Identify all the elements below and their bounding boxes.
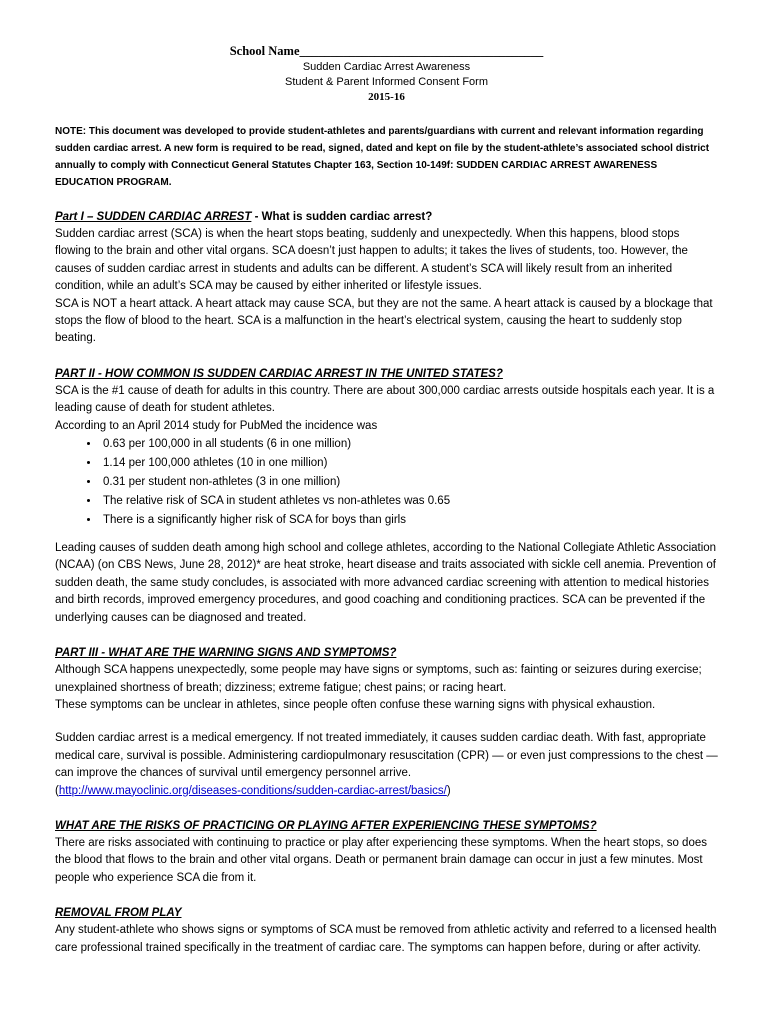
form-header <box>55 44 718 105</box>
part3-heading <box>55 645 718 662</box>
part3-paragraph-3: Sudden cardiac arrest is a medical emergency. If not treated immediately, it causes sudden cardiac death. With fast, appropriate medical care, survival is possible. Administering cardiopulmonary resuscitation (CPR) — or even just compressions to the chest — can improve the chances of survival until emergency personnel arrive. <box>55 732 718 780</box>
incidence-list <box>55 435 718 530</box>
part3-paragraph-2: These symptoms can be unclear in athletes, since people often confuse these warning signs with physical exhaustion. <box>55 698 656 711</box>
part2-paragraph-1: SCA is the #1 cause of death for adults in this country. There are about 300,000 cardiac arrests outside hospitals each year. It is a leading cause of death for student athletes. <box>55 384 715 415</box>
part3-paragraph-1: Although SCA happens unexpectedly, some people may have signs or symptoms, such as: fainting or seizures during exercise; unexplained shortness of breath; dizziness; extreme fatigue; chest pains; or racing heart. <box>55 664 702 694</box>
removal-heading-label: REMOVAL FROM PLAY <box>55 907 182 920</box>
form-title: Sudden Cardiac Arrest Awareness <box>302 61 471 73</box>
part1-paragraph-1: Sudden cardiac arrest (SCA) is when the heart stops beating, suddenly and unexpectedly. When this happens, blood stops flowing to the brain and other vital organs. SCA doesn’t just happen to adults; it takes the lives of students, too. However, the causes of sudden cardiac arrest in students and adults can be different. A student’s SCA will likely result from an inherited condition, while an adult’s SCA may be caused by either inherited or lifestyle issues. <box>55 228 688 293</box>
part1-paragraph-2: SCA is NOT a heart attack. A heart attack may cause SCA, but they are not the same. A heart attack is caused by a blockage that stops the flow of blood to the heart. SCA is a malfunction in the heart’s electrical system, causing the heart to suddenly stop beating. <box>55 297 713 345</box>
risks-paragraph: There are risks associated with continuing to practice or play after experiencing these symptoms. When the heart stops, so does the blood that flows to the brain and other vital organs. Death or permanent brain damage can occur in just a few minutes. Most people who experience SCA die from it. <box>55 836 707 884</box>
part2-paragraph-2: According to an April 2014 study for PubMed the incidence was <box>55 419 378 432</box>
part3-heading-label: PART III - WHAT ARE THE WARNING SIGNS AND SYMPTOMS? <box>55 647 397 660</box>
risks-heading-label: WHAT ARE THE RISKS OF PRACTICING OR PLAYING AFTER EXPERIENCING THESE SYMPTOMS? <box>55 819 597 832</box>
form-subtitle: Student & Parent Informed Consent Form <box>285 76 488 88</box>
removal-heading <box>55 905 718 922</box>
part1-heading <box>55 209 718 226</box>
source-citation <box>55 783 718 800</box>
part2-heading <box>55 366 718 383</box>
paren-open: ( <box>55 784 59 797</box>
spacer <box>55 714 718 730</box>
list-item: • 0.31 per student non-athletes (3 in one million) <box>100 473 718 492</box>
list-item: • The relative risk of SCA in student athletes vs non-athletes was 0.65 <box>100 492 718 511</box>
note-paragraph: NOTE: This document was developed to provide student-athletes and parents/guardians with current and relevant information regarding sudden cardiac arrest. A new form is required to be read, signed, dated and kept on file by the student-athlete’s associated school district annually to comply with Connecticut General Statutes Chapter 163, Section 10-149f: SUDDEN CARDIAC ARREST AWARENESS EDUCATION PROGRAM. <box>55 126 710 188</box>
part1-heading-label: Part I – SUDDEN CARDIAC ARREST <box>55 211 252 223</box>
list-item: • 1.14 per 100,000 athletes (10 in one million) <box>100 454 718 473</box>
part2-paragraph-3: Leading causes of sudden death among high school and college athletes, according to the National Collegiate Athletic Association (NCAA) (on CBS News, June 28, 2012)* are heat stroke, heart disease and traits associated with sickle cell anemia. Prevention of sudden death, the same study concludes, is associated with more advanced cardiac screening with attention to medical histories and birth records, improved emergency procedures, and good coaching and conditioning practices. SCA can be prevented if the underlying causes can be diagnosed and treated. <box>55 542 717 624</box>
school-name-line: School Name_______________________________________ <box>229 44 544 58</box>
removal-paragraph: Any student-athlete who shows signs or symptoms of SCA must be removed from athletic activity and referred to a licensed health care professional trained specifically in the treatment of cardiac care. The symptoms can happen before, during or after activity. <box>55 924 717 954</box>
mayo-clinic-link[interactable]: http://www.mayoclinic.org/diseases-conditions/sudden-cardiac-arrest/basics/ <box>58 784 447 797</box>
list-item: • There is a significantly higher risk of SCA for boys than girls <box>100 511 718 530</box>
spacer <box>55 530 718 540</box>
school-year: 2015-16 <box>368 91 405 103</box>
part2-heading-label: PART II - HOW COMMON IS SUDDEN CARDIAC ARREST IN THE UNITED STATES? <box>55 367 503 380</box>
paren-close: ) <box>446 784 451 797</box>
part1-heading-question: - What is sudden cardiac arrest? <box>251 211 433 223</box>
risks-heading <box>55 818 718 835</box>
list-item: • 0.63 per 100,000 in all students (6 in one million) <box>100 435 718 454</box>
